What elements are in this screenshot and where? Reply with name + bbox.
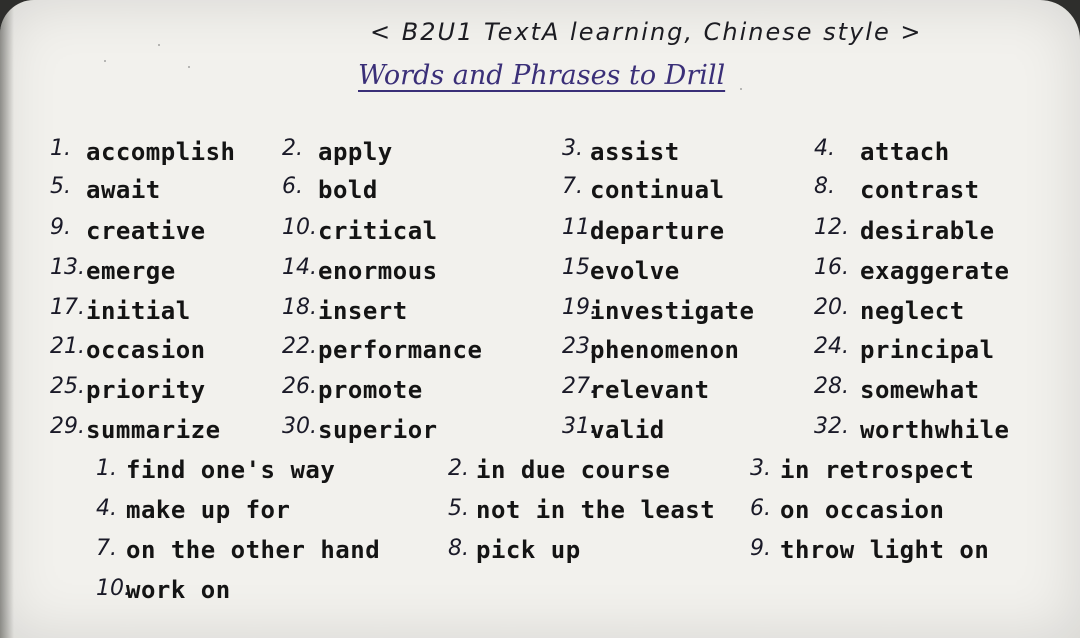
phrase-number: 5. (448, 496, 469, 521)
word-number: 18. (282, 295, 317, 320)
vocab-phrase: pick up (476, 536, 581, 564)
word-number: 15. (562, 255, 597, 280)
vocab-word: initial (86, 297, 191, 325)
speck (740, 88, 742, 90)
vocab-word: promote (318, 376, 423, 404)
word-number: 10. (282, 215, 317, 240)
vocab-word: principal (860, 336, 995, 364)
page-subtitle: Words and Phrases to Drill (358, 60, 726, 91)
vocab-word: valid (590, 416, 665, 444)
vocab-word: priority (86, 376, 206, 404)
vocab-word: assist (590, 138, 680, 166)
vocab-word: desirable (860, 217, 995, 245)
vocab-word: neglect (860, 297, 965, 325)
vocab-word: continual (590, 176, 725, 204)
word-number: 23. (562, 334, 597, 359)
vocab-phrase: work on (126, 576, 231, 604)
vocab-phrase: in due course (476, 456, 671, 484)
word-number: 26. (282, 374, 317, 399)
vocab-phrase: on the other hand (126, 536, 381, 564)
phrase-number: 4. (96, 496, 117, 521)
word-number: 6. (282, 174, 303, 199)
vocab-phrase: find one's way (126, 456, 336, 484)
vocab-word: occasion (86, 336, 206, 364)
vocab-phrase: make up for (126, 496, 291, 524)
word-number: 2. (282, 136, 303, 161)
word-number: 16. (814, 255, 849, 280)
word-number: 32. (814, 414, 849, 439)
vocab-word: await (86, 176, 161, 204)
vocab-phrase: throw light on (780, 536, 990, 564)
word-number: 19. (562, 295, 597, 320)
word-number: 1. (50, 136, 71, 161)
vocab-phrase: not in the least (476, 496, 716, 524)
word-number: 11. (562, 215, 597, 240)
vocab-word: relevant (590, 376, 710, 404)
vocab-word: critical (318, 217, 438, 245)
vocab-word: investigate (590, 297, 755, 325)
vocab-word: exaggerate (860, 257, 1010, 285)
phrase-number: 8. (448, 536, 469, 561)
word-number: 17. (50, 295, 85, 320)
vocab-word: emerge (86, 257, 176, 285)
vocab-word: attach (860, 138, 950, 166)
word-number: 5. (50, 174, 71, 199)
word-number: 29. (50, 414, 85, 439)
vocab-word: departure (590, 217, 725, 245)
speck (158, 44, 160, 46)
vocab-word: creative (86, 217, 206, 245)
word-number: 25. (50, 374, 85, 399)
vocab-word: superior (318, 416, 438, 444)
vocab-word: worthwhile (860, 416, 1010, 444)
phrase-number: 9. (750, 536, 771, 561)
word-number: 22. (282, 334, 317, 359)
phrase-number: 3. (750, 456, 771, 481)
vocab-phrase: in retrospect (780, 456, 975, 484)
word-number: 14. (282, 255, 317, 280)
vocab-word: enormous (318, 257, 438, 285)
vocab-word: phenomenon (590, 336, 740, 364)
vocab-word: apply (318, 138, 393, 166)
vocab-word: bold (318, 176, 378, 204)
phrase-number: 6. (750, 496, 771, 521)
word-number: 24. (814, 334, 849, 359)
vocab-word: evolve (590, 257, 680, 285)
word-number: 7. (562, 174, 583, 199)
edge-shadow (0, 0, 14, 638)
word-number: 20. (814, 295, 849, 320)
speck (188, 66, 190, 68)
word-number: 31. (562, 414, 597, 439)
word-number: 28. (814, 374, 849, 399)
vocab-word: insert (318, 297, 408, 325)
word-number: 30. (282, 414, 317, 439)
phrase-number: 7. (96, 536, 117, 561)
vocab-word: summarize (86, 416, 221, 444)
word-number: 27. (562, 374, 597, 399)
word-number: 9. (50, 215, 71, 240)
word-number: 12. (814, 215, 849, 240)
vocab-word: accomplish (86, 138, 236, 166)
word-number: 4. (814, 136, 835, 161)
word-number: 8. (814, 174, 835, 199)
vocab-phrase: on occasion (780, 496, 945, 524)
vocab-word: somewhat (860, 376, 980, 404)
speck (104, 60, 106, 62)
phrase-number: 10. (96, 576, 131, 601)
word-number: 3. (562, 136, 583, 161)
word-number: 13. (50, 255, 85, 280)
handwritten-title: < B2U1 TextA learning, Chinese style > (370, 18, 923, 46)
word-number: 21. (50, 334, 85, 359)
vocab-word: contrast (860, 176, 980, 204)
vocab-word: performance (318, 336, 483, 364)
phrase-number: 2. (448, 456, 469, 481)
phrase-number: 1. (96, 456, 117, 481)
